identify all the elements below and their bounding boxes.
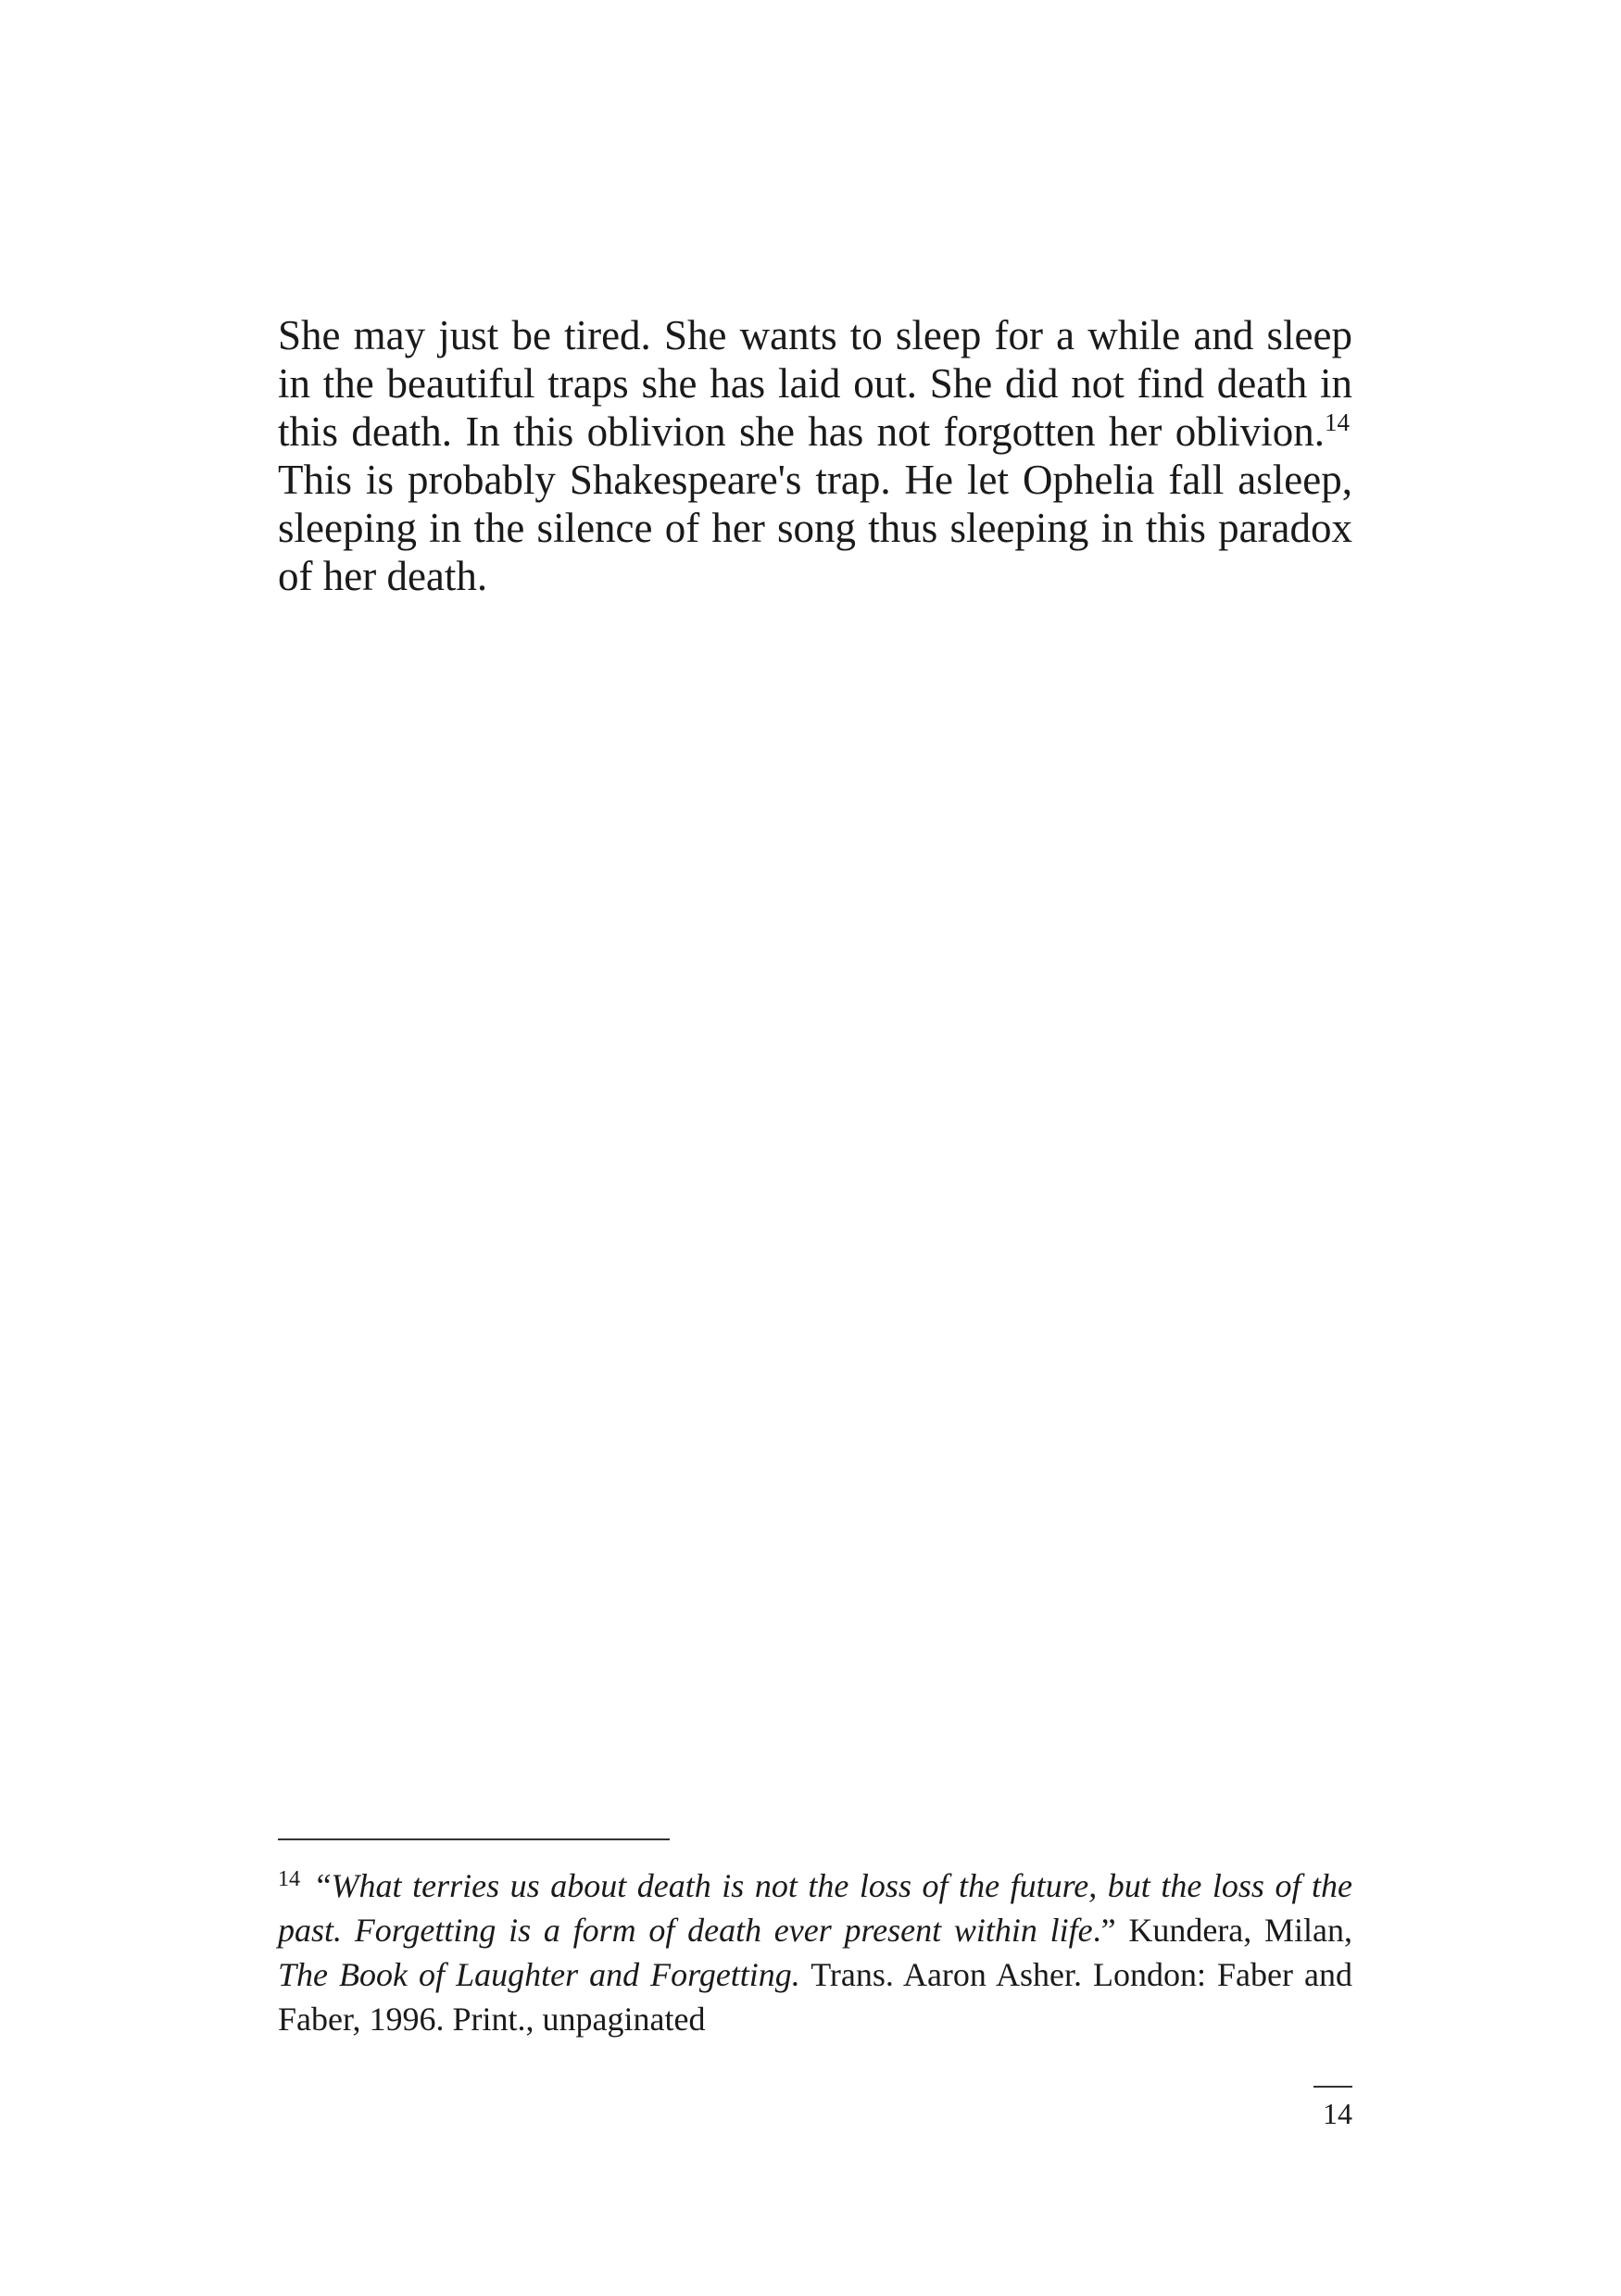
footnote-open-quote: “ bbox=[316, 1867, 332, 1904]
page-number-rule bbox=[1313, 2086, 1352, 2088]
footnote-close-quote: .” Kundera, Milan, bbox=[1092, 1912, 1352, 1949]
footnote-marker: 14 bbox=[278, 1867, 300, 1891]
body-text-before-note: She may just be tired. She wants to sleep for a while and sleep in the beautiful traps she has laid out. She did not find death in this death. In this oblivion she has not forgotten her oblivion. bbox=[278, 312, 1352, 455]
page-number: 14 bbox=[1323, 2097, 1352, 2130]
footnote-quote: What terries us about death is not the loss of the future, but the loss of the past. Forgetting is a form of death ever present within life bbox=[278, 1867, 1352, 1949]
body-text-after-note: This is probably Shakespeare's trap. He let Ophelia fall asleep, sleeping in the silence of her song thus sleeping in this paradox of her death. bbox=[278, 457, 1352, 599]
footnote-reference[interactable]: 14 bbox=[1325, 408, 1350, 436]
footnote-separator bbox=[278, 1838, 670, 1840]
body-paragraph bbox=[278, 311, 1352, 600]
footnote-citation: Trans. Aaron Asher. London: Faber and Faber, 1996. Print., unpaginated bbox=[278, 1956, 1352, 2038]
footnote bbox=[278, 1863, 1352, 2041]
footnote-book-title: The Book of Laughter and Forgetting. bbox=[278, 1956, 800, 1993]
